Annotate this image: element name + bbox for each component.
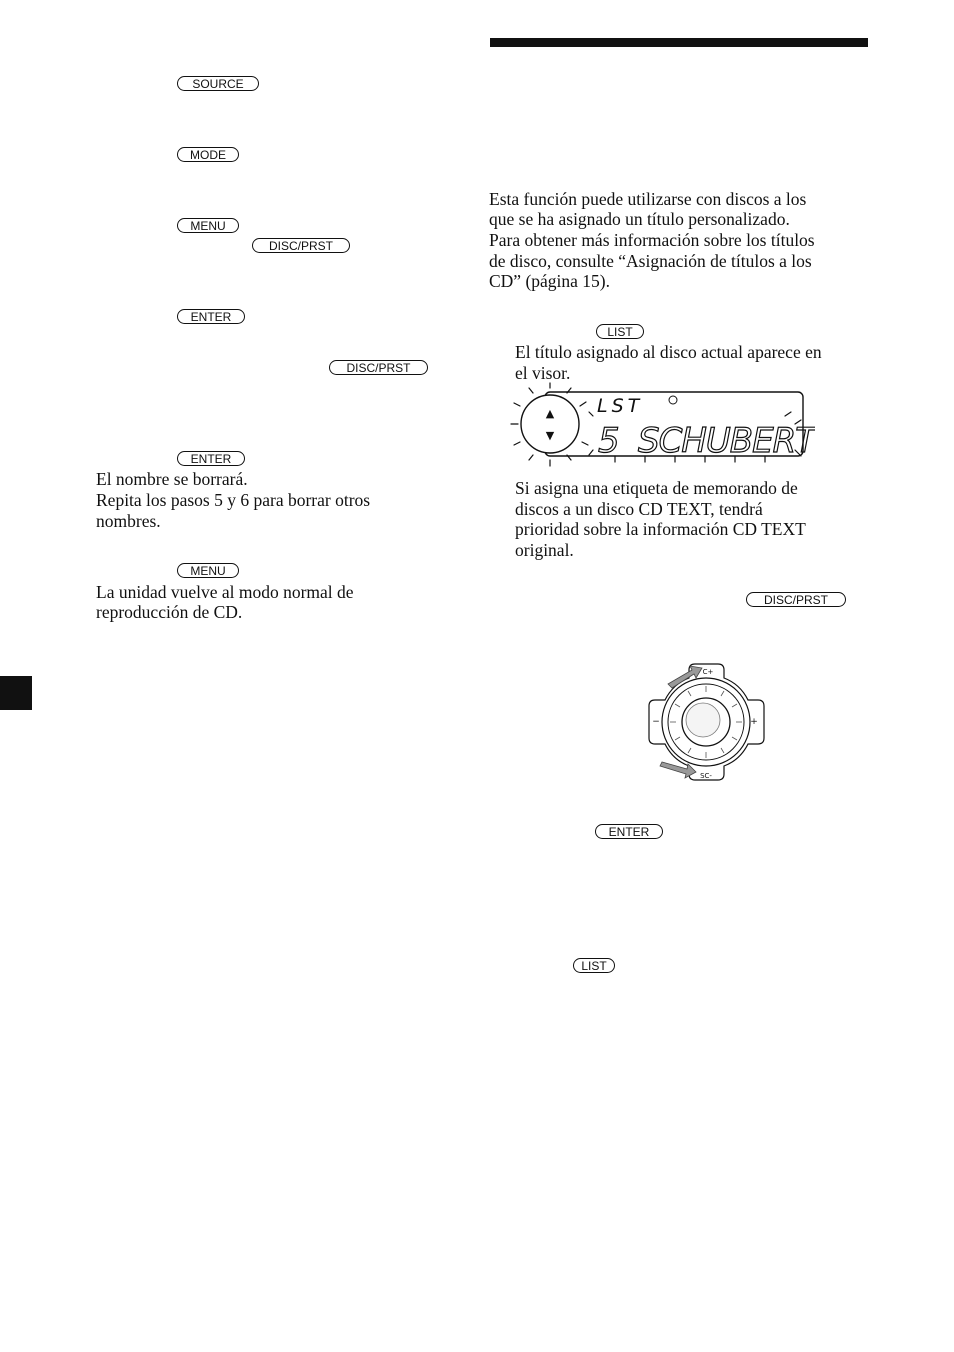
intro-line-3: Para obtener más información sobre los títulos xyxy=(489,230,815,250)
step1-result-line-2: el visor. xyxy=(515,363,571,383)
side-tab-marker xyxy=(0,676,32,710)
intro-line-1: Esta función puede utilizarse con discos a los xyxy=(489,189,807,209)
note-line-2: discos a un disco CD TEXT, tendrá xyxy=(515,499,763,519)
dial-top-label: C+ xyxy=(702,668,714,676)
step1-result-line-1: El título asignado al disco actual aparece en xyxy=(515,342,822,362)
source-button[interactable]: SOURCE xyxy=(177,76,259,91)
control-dial-illustration xyxy=(640,648,780,796)
step6-result-line-1: El nombre se borrará. xyxy=(96,469,248,489)
menu-button-1[interactable]: MENU xyxy=(177,218,239,233)
intro-line-2: que se ha asignado un título personalizado. xyxy=(489,209,790,229)
enter-button-1[interactable]: ENTER xyxy=(177,309,245,324)
enter-button-3[interactable]: ENTER xyxy=(595,824,663,839)
list-button-2[interactable]: LIST xyxy=(573,958,615,973)
mode-button[interactable]: MODE xyxy=(177,147,239,162)
note-line-3: prioridad sobre la información CD TEXT xyxy=(515,519,806,539)
note-line-1: Si asigna una etiqueta de memorando de xyxy=(515,478,798,498)
cd-indicator-icon xyxy=(669,396,677,404)
note-line-4: original. xyxy=(515,540,574,560)
list-button-1[interactable]: LIST xyxy=(596,324,644,339)
disc-prst-button-1[interactable]: DISC/PRST xyxy=(252,238,350,253)
section-header-rule xyxy=(490,38,868,47)
lcd-disc-title: SCHUBERT xyxy=(638,421,815,461)
lcd-display-illustration xyxy=(505,380,815,472)
step7-result-line-1: La unidad vuelve al modo normal de xyxy=(96,582,354,602)
step7-result-line-2: reproducción de CD. xyxy=(96,602,243,622)
down-arrow-icon: ▼ xyxy=(545,429,555,442)
dial-bottom-label: SC- xyxy=(700,772,712,780)
step6-result-line-3: nombres. xyxy=(96,511,161,531)
menu-button-2[interactable]: MENU xyxy=(177,563,239,578)
lcd-top-line: LST xyxy=(597,395,644,417)
dial-left-label: − xyxy=(652,717,660,727)
step6-result-line-2: Repita los pasos 5 y 6 para borrar otros xyxy=(96,490,371,510)
disc-prst-button-3[interactable]: DISC/PRST xyxy=(746,592,846,607)
enter-button-2[interactable]: ENTER xyxy=(177,451,245,466)
up-arrow-icon: ▲ xyxy=(545,407,555,420)
dial-right-label: + xyxy=(750,717,758,727)
intro-line-5: CD” (página 15). xyxy=(489,271,611,291)
lcd-disc-number: 5 xyxy=(598,421,620,461)
disc-prst-button-2[interactable]: DISC/PRST xyxy=(329,360,428,375)
intro-line-4: de disco, consulte “Asignación de títulos a los xyxy=(489,251,812,271)
